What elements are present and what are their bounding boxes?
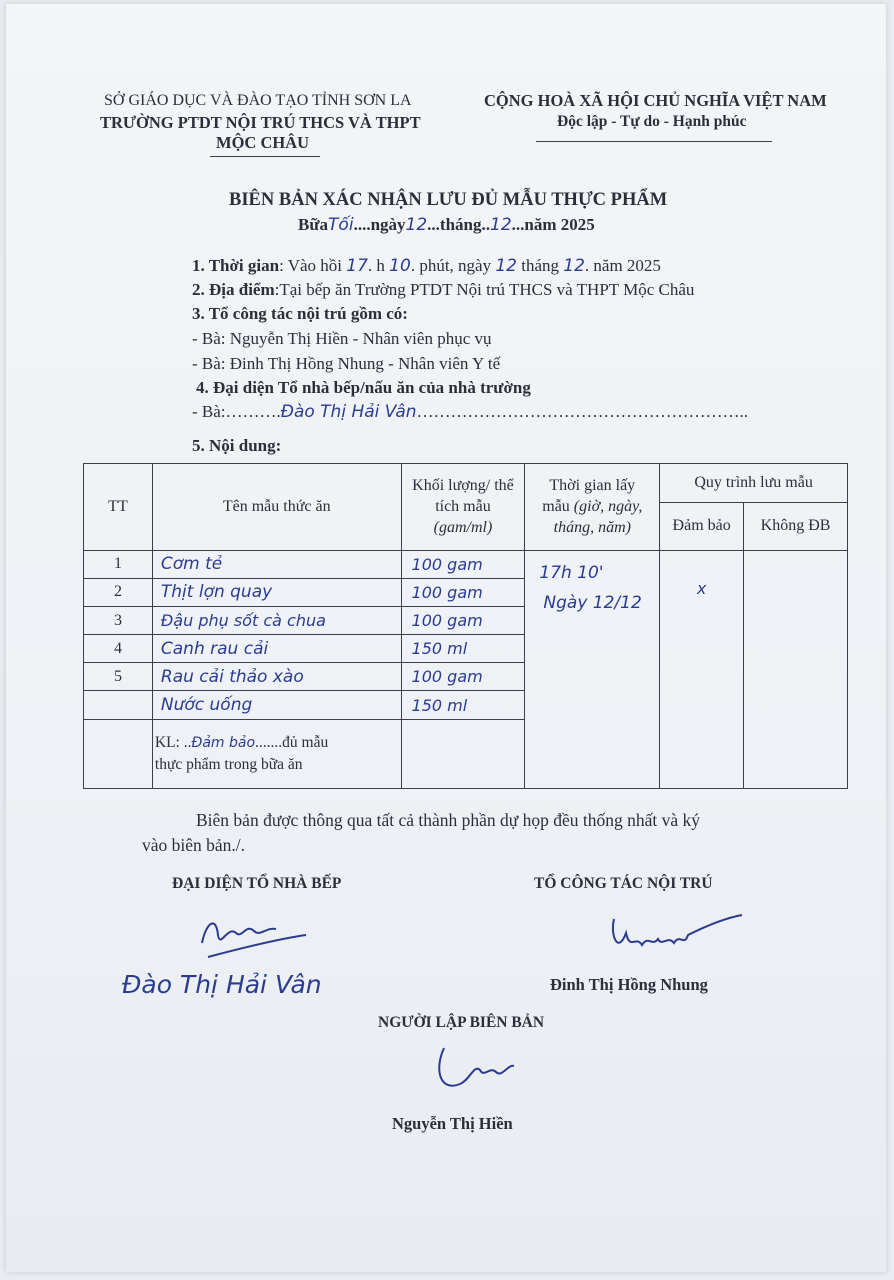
kitchen-rep-handwritten: Đào Thị Hải Vân bbox=[280, 402, 417, 422]
row-weight: 150 ml bbox=[401, 635, 525, 663]
kitchen-rep-handwritten-name: Đào Thị Hải Vân bbox=[122, 970, 322, 999]
header-country: CỘNG HOÀ XÃ HỘI CHỦ NGHĨA VIỆT NAM bbox=[484, 91, 827, 110]
row-weight: 100 gam bbox=[401, 606, 525, 634]
section-1-text-a: : Vào hồi bbox=[279, 256, 343, 275]
header-motto: Độc lập - Tự do - Hạnh phúc bbox=[557, 113, 747, 130]
sample-date-handwritten: Ngày 12/12 bbox=[543, 592, 642, 613]
row-weight: 100 gam bbox=[401, 550, 525, 578]
conclusion-handwritten: Đảm bảo bbox=[191, 734, 256, 751]
preparer-signature bbox=[430, 1040, 540, 1100]
section-4-prefix: - Bà: bbox=[192, 402, 226, 421]
row-food-name: Rau cải thảo xào bbox=[152, 663, 401, 691]
section-2-text: :Tại bếp ăn Trường PTDT Nội trú THCS và THPT Mộc Châu bbox=[274, 280, 695, 299]
row-tt: 4 bbox=[84, 635, 153, 663]
closing-line-2: vào biên bản./. bbox=[142, 835, 246, 855]
document-title: BIÊN BẢN XÁC NHẬN LƯU ĐỦ MẪU THỰC PHẨM bbox=[229, 190, 668, 210]
process-ok-cell bbox=[660, 550, 744, 788]
row-food-name: Canh rau cải bbox=[152, 635, 401, 663]
header-school: TRƯỜNG PTDT NỘI TRÚ THCS VÀ THPT bbox=[100, 113, 421, 132]
section-1-text-b: . h bbox=[367, 256, 385, 275]
row-weight: 150 ml bbox=[401, 691, 525, 719]
header-tt: TT bbox=[84, 464, 153, 551]
day-handwritten: 12 bbox=[495, 256, 517, 276]
header-time-line-3: tháng, năm) bbox=[553, 519, 631, 537]
section-1-text-d: tháng bbox=[521, 256, 560, 275]
conclusion-prefix: KL: .. bbox=[154, 733, 192, 751]
header-left-underline bbox=[210, 156, 320, 157]
header-right-underline bbox=[536, 141, 772, 142]
kitchen-rep-signature bbox=[188, 905, 328, 975]
header-sample-time bbox=[525, 464, 660, 551]
header-department: SỞ GIÁO DỤC VÀ ĐÀO TẠO TỈNH SƠN LA bbox=[104, 92, 412, 109]
header-weight-line-1: Khối lượng/ thể bbox=[412, 477, 514, 495]
section-1-text-e: . năm 2025 bbox=[584, 256, 661, 275]
meal-handwritten: Tối bbox=[328, 215, 354, 235]
meal-day-handwritten: 12 bbox=[405, 215, 428, 235]
section-4-dots-2: ………………………………………………….. bbox=[416, 402, 749, 421]
preparer-title: NGƯỜI LẬP BIÊN BẢN bbox=[378, 1014, 545, 1031]
section-4-representative bbox=[192, 402, 748, 422]
kitchen-rep-title: ĐẠI DIỆN TỔ NHÀ BẾP bbox=[172, 875, 342, 892]
minute-handwritten: 10 bbox=[389, 256, 411, 276]
row-tt bbox=[84, 691, 153, 719]
header-not-ok: Không ĐB bbox=[744, 503, 848, 551]
section-4-dots-1: ………. bbox=[225, 402, 281, 421]
meal-date-prefix: Bữa bbox=[298, 215, 329, 234]
header-time-line-1: Thời gian lấy bbox=[549, 477, 636, 495]
section-4-label: 4. Đại diện Tổ nhà bếp/nấu ăn của nhà trường bbox=[196, 378, 531, 397]
boarding-team-name: Đinh Thị Hồng Nhung bbox=[550, 975, 708, 994]
conclusion-weight bbox=[401, 719, 525, 788]
section-3-member-2: - Bà: Đinh Thị Hồng Nhung - Nhân viên Y tế bbox=[192, 354, 501, 373]
process-not-ok-cell bbox=[744, 550, 848, 788]
meal-date-ngay: ....ngày bbox=[353, 215, 406, 234]
header-food-name: Tên mẫu thức ăn bbox=[152, 464, 401, 551]
row-food-name: Cơm tẻ bbox=[152, 550, 401, 578]
header-school-location: MỘC CHÂU bbox=[216, 133, 310, 152]
boarding-team-signature bbox=[600, 905, 760, 965]
row-tt: 5 bbox=[84, 663, 153, 691]
boarding-team-title: TỔ CÔNG TÁC NỘI TRÚ bbox=[534, 875, 713, 892]
section-1-time bbox=[192, 256, 661, 276]
month-handwritten: 12 bbox=[563, 256, 585, 276]
header-weight bbox=[401, 464, 525, 551]
meal-date-line bbox=[298, 215, 595, 235]
sample-time-cell bbox=[525, 550, 660, 788]
ok-mark: x bbox=[696, 579, 707, 599]
header-process: Quy trình lưu mẫu bbox=[660, 464, 848, 503]
hour-handwritten: 17 bbox=[346, 256, 368, 276]
row-food-name: Nước uống bbox=[152, 691, 401, 719]
conclusion-line-2: thực phẩm trong bữa ăn bbox=[154, 755, 303, 773]
row-weight: 100 gam bbox=[401, 663, 525, 691]
section-5-label: 5. Nội dung: bbox=[192, 436, 282, 455]
row-tt: 1 bbox=[84, 550, 153, 578]
section-1-label: 1. Thời gian bbox=[192, 256, 280, 275]
row-tt: 2 bbox=[84, 578, 153, 606]
meal-month-handwritten: 12 bbox=[490, 215, 512, 235]
header-time-line-2: mẫu bbox=[542, 498, 574, 516]
conclusion-suffix: .......đủ mẫu bbox=[255, 733, 329, 751]
sample-time-handwritten: 17h 10' bbox=[539, 562, 604, 583]
row-tt: 3 bbox=[84, 606, 153, 634]
row-weight: 100 gam bbox=[401, 578, 525, 606]
section-3-member-1: - Bà: Nguyễn Thị Hiền - Nhân viên phục vụ bbox=[192, 329, 492, 348]
closing-line-1: Biên bản được thông qua tất cả thành phần dự họp đều thống nhất và ký bbox=[196, 810, 701, 830]
meal-date-thang: ...tháng.. bbox=[427, 215, 490, 234]
section-2-location bbox=[192, 280, 694, 300]
meal-date-nam: ...năm 2025 bbox=[511, 215, 595, 234]
preparer-name: Nguyễn Thị Hiền bbox=[392, 1114, 513, 1133]
table-row bbox=[84, 550, 848, 578]
header-time-line-2-italic: (giờ, ngày, bbox=[573, 498, 643, 516]
section-3-label: 3. Tổ công tác nội trú gồm có: bbox=[192, 304, 408, 323]
food-sample-table bbox=[83, 463, 848, 789]
header-weight-line-3: (gam/ml) bbox=[433, 519, 493, 537]
conclusion-tt bbox=[84, 719, 153, 788]
row-food-name: Thịt lợn quay bbox=[152, 578, 401, 606]
header-weight-line-2: tích mẫu bbox=[435, 498, 491, 516]
header-ok: Đảm bảo bbox=[660, 503, 744, 551]
section-1-text-c: . phút, ngày bbox=[410, 256, 492, 275]
conclusion-cell bbox=[152, 719, 401, 788]
section-2-label: 2. Địa điểm bbox=[192, 280, 275, 299]
row-food-name: Đậu phụ sốt cà chua bbox=[152, 606, 401, 634]
